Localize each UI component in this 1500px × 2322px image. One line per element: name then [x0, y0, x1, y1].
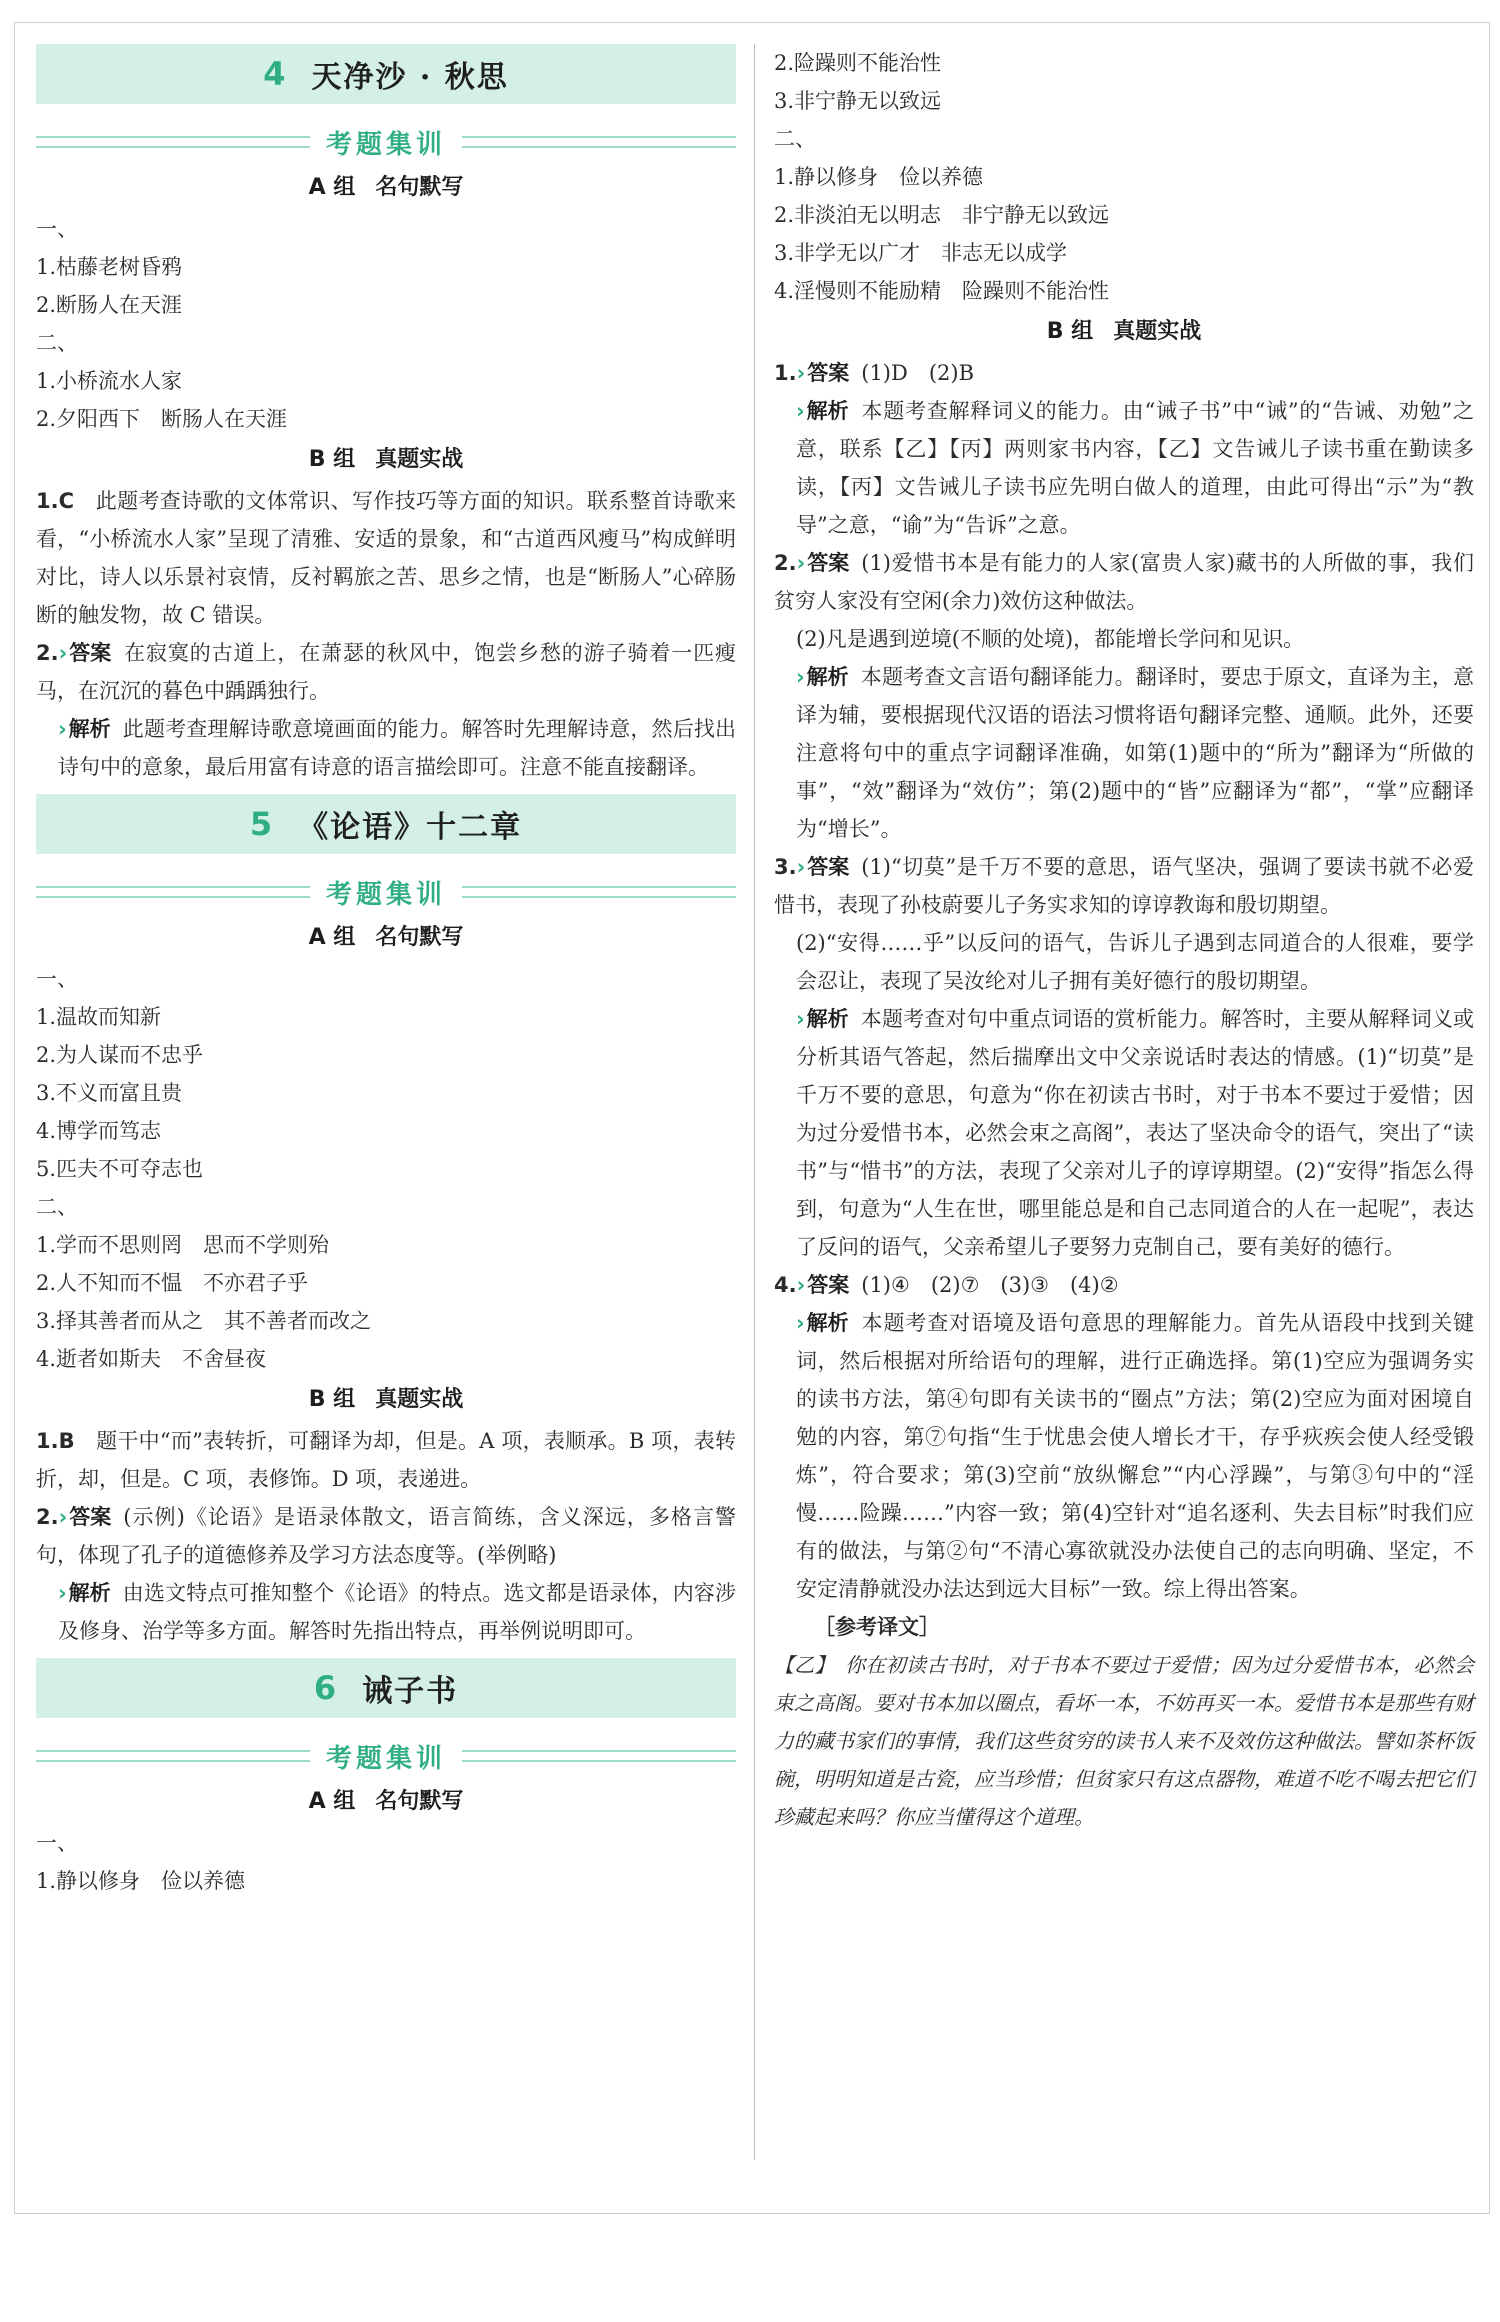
- list-item: 2.人不知而不愠 不亦君子乎: [36, 1271, 309, 1295]
- list-item: 2.断肠人在天涯: [36, 293, 183, 317]
- analysis-2: › 解析 此题考查理解诗歌意境画面的能力。解答时先理解诗意，然后找出诗句中的意象，最后用富有诗意的语言描绘即可。注意不能直接翻译。: [36, 710, 736, 786]
- list-item: 2.夕阳西下 断肠人在天涯: [36, 407, 288, 431]
- lesson-number: 6: [313, 1669, 337, 1707]
- list-item: 一、: [36, 217, 78, 241]
- answer-2-part-2: (2)凡是遇到逆境(不顺的处境)，都能增长学问和见识。: [796, 627, 1305, 651]
- list-item: 2.非淡泊无以明志 非宁静无以致远: [774, 203, 1110, 227]
- list-item: 二、: [774, 127, 816, 151]
- lesson-number: 5: [249, 805, 273, 843]
- list-item: 2.险躁则不能治性: [774, 51, 942, 75]
- list-item: 2.为人谋而不忠乎: [36, 1043, 204, 1067]
- list-item: 1.温故而知新: [36, 1005, 162, 1029]
- column-divider: [754, 44, 755, 2160]
- list-item: 1.静以修身 俭以养德: [774, 165, 984, 189]
- analysis-4: › 解析 本题考查对语境及语句意思的理解能力。首先从语段中找到关键词，然后根据对所给语句的理解，进行正确选择。第(1)空应为强调务实的读书方法，第④句即有关读书的“圈点”方法；第(2)空应为面对困境自勉的内容，第⑦句指“生于忧患会使人增长才干，存乎疢疾会使人经受锻炼”，符合要求；第(3)空前“放纵懈怠”“内心浮躁”，与第③句中的“淫慢……险躁……”内容一致；第(4)空针对“追名逐利、失去目标”时我们应有的做法，与第②句“不清心寡欲就没办法使自己的志向明确、坚定，不安定清静就没办法达到远大目标”一致。综上得出答案。: [774, 1304, 1474, 1608]
- answer-1: 1.› 答案 (1)D (2)B: [774, 354, 1474, 392]
- group-b-title: B 组 真题实战: [308, 1387, 464, 1412]
- lesson-number: 4: [263, 55, 286, 93]
- list-item: 1.静以修身 俭以养德: [36, 1869, 246, 1893]
- lesson-banner: [36, 1658, 736, 1718]
- analysis-3: › 解析 本题考查对句中重点词语的赏析能力。解答时，主要从解释词义或分析其语气答起，然后揣摩出文中父亲说话时表达的情感。(1)“切莫”是千万不要的意思，句意为“你在初读古书时，对于书本不要过于爱惜；因为过分爱惜书本，必然会束之高阁”，表达了坚决命令的语气，突出了“读书”与“惜书”的方法，表现了父亲对儿子的谆谆期望。(2)“安得”指怎么得到，句意为“人生在世，哪里能总是和自己志同道合的人在一起呢”，表达了反问的语气，父亲希望儿子要努力克制自己，要有美好的德行。: [774, 1000, 1474, 1266]
- answer-1: 1.C 此题考查诗歌的文体常识、写作技巧等方面的知识。联系整首诗歌来看，“小桥流水人家”呈现了清雅、安适的景象，和“古道西风瘦马”构成鲜明对比，诗人以乐景衬哀情，反衬羁旅之苦、思乡之情，也是“断肠人”心碎肠断的触发物，故 C 错误。: [36, 489, 737, 627]
- group-b-title: B 组 真题实战: [308, 447, 464, 472]
- section-label: 考题集训: [326, 129, 447, 160]
- group-a-title: A 组 名句默写: [308, 175, 464, 200]
- list-item: 1.小桥流水人家: [36, 369, 183, 393]
- analysis-2: › 解析 本题考查文言语句翻译能力。翻译时，要忠于原文，直译为主，意译为辅，要根据现代汉语的语法习惯将语句翻译完整、通顺。此外，还要注意将句中的重点字词翻译准确，如第(1)题中的“所为”翻译为“所做的事”，“效”翻译为“效仿”；第(2)题中的“皆”应翻译为“都”，“掌”应翻译为“增长”。: [774, 658, 1474, 848]
- group-a-title: A 组 名句默写: [308, 1789, 464, 1814]
- list-item: 5.匹夫不可夺志也: [36, 1157, 204, 1181]
- list-item: 1.学而不思则罔 思而不学则殆: [36, 1233, 330, 1257]
- section-label: 考题集训: [326, 879, 447, 910]
- group-a-title: A 组 名句默写: [308, 925, 464, 950]
- lesson-banner: [36, 794, 736, 854]
- list-item: 二、: [36, 1195, 78, 1219]
- section-header: [36, 872, 736, 912]
- list-item: 4.博学而笃志: [36, 1119, 162, 1143]
- right-column: [774, 44, 1474, 1836]
- section-header: [36, 122, 736, 162]
- answer-3-part-2: (2)“安得……乎”以反问的语气，告诉儿子遇到志同道合的人很难，要学会忍让，表现了吴汝纶对儿子拥有美好德行的殷切期望。: [796, 931, 1474, 993]
- list-item: 3.非学无以广才 非志无以成学: [774, 241, 1068, 265]
- answer-4: 4.› 答案 (1)④ (2)⑦ (3)③ (4)②: [774, 1266, 1474, 1304]
- left-column: [36, 44, 736, 1900]
- lesson-title: 天净沙 · 秋思: [311, 60, 509, 95]
- list-item: 二、: [36, 331, 78, 355]
- reference-translation-title: ［参考译文］: [814, 1614, 940, 1639]
- list-item: 3.非宁静无以致远: [774, 89, 942, 113]
- list-item: 4.逝者如斯夫 不舍昼夜: [36, 1347, 267, 1371]
- answer-2: 2.› 答案 (示例)《论语》是语录体散文，语言简练，含义深远，多格言警句，体现了孔子的道德修养及学习方法态度等。(举例略): [36, 1498, 736, 1574]
- reference-translation-text: 【乙】 你在初读古书时，对于书本不要过于爱惜；因为过分爱惜书本，必然会束之高阁。要对书本加以圈点，看坏一本，不妨再买一本。爱惜书本是那些有财力的藏书家们的事情，我们这些贫穷的读书人来不及效仿这种做法。譬如茶杯饭碗，明明知道是古瓷，应当珍惜；但贫家只有这点器物，难道不吃不喝去把它们珍藏起来吗？你应当懂得这个道理。: [774, 1653, 1474, 1829]
- lesson-banner: [36, 44, 736, 104]
- answer-1: 1.B 题干中“而”表转折，可翻译为却，但是。A 项，表顺承。B 项，表转折，却，但是。C 项，表修饰。D 项，表递进。: [36, 1429, 736, 1491]
- lesson-title: 《论语》十二章: [298, 810, 523, 845]
- list-item: 1.枯藤老树昏鸦: [36, 255, 183, 279]
- list-item: 3.不义而富且贵: [36, 1081, 183, 1105]
- list-item: 一、: [36, 1831, 78, 1855]
- section-header: [36, 1736, 736, 1776]
- section-label: 考题集训: [326, 1743, 447, 1774]
- analysis-1: › 解析 本题考查解释词义的能力。由“诫子书”中“诫”的“告诫、劝勉”之意，联系【乙】【丙】两则家书内容，【乙】文告诫儿子读书重在勤读多读，【丙】文告诫儿子读书应先明白做人的道理，由此可得出“示”为“教导”之意，“谕”为“告诉”之意。: [774, 392, 1474, 544]
- answer-2: 2.› 答案 在寂寞的古道上，在萧瑟的秋风中，饱尝乡愁的游子骑着一匹瘦马，在沉沉的暮色中踽踽独行。: [36, 634, 736, 710]
- list-item: 4.淫慢则不能励精 险躁则不能治性: [774, 279, 1110, 303]
- list-item: 一、: [36, 967, 78, 991]
- list-item: 3.择其善者而从之 其不善者而改之: [36, 1309, 372, 1333]
- answer-3: 3.› 答案 (1)“切莫”是千万不要的意思，语气坚决，强调了要读书就不必爱惜书，表现了孙枝蔚要儿子务实求知的谆谆教诲和殷切期望。: [774, 848, 1474, 924]
- group-b-title: B 组 真题实战: [1046, 319, 1202, 344]
- answer-2: 2.› 答案 (1)爱惜书本是有能力的人家(富贵人家)藏书的人所做的事，我们贫穷人家没有空闲(余力)效仿这种做法。: [774, 544, 1474, 620]
- analysis-2: › 解析 由选文特点可推知整个《论语》的特点。选文都是语录体，内容涉及修身、治学等多方面。解答时先指出特点，再举例说明即可。: [36, 1574, 736, 1650]
- lesson-title: 诫子书: [362, 1674, 459, 1709]
